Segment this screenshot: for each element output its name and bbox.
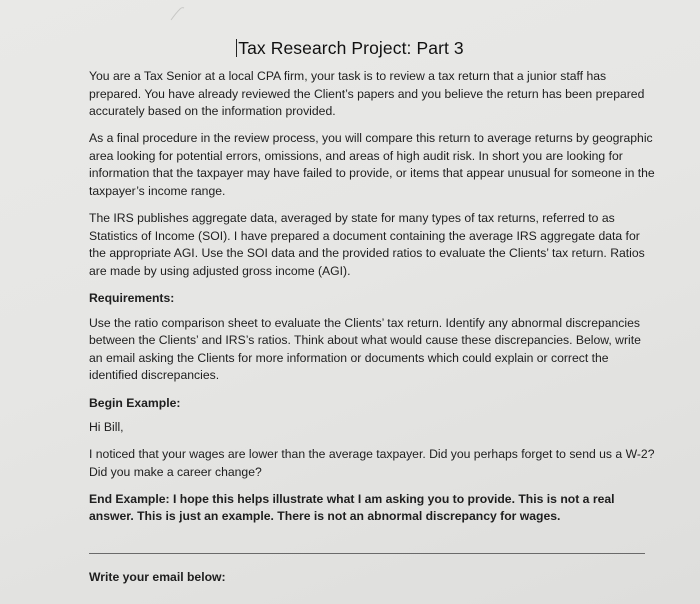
example-body: I noticed that your wages are lower than the average taxpayer. Did you perhaps forget to send us a W-2? Did you make a career change? — [89, 447, 655, 479]
answer-divider — [89, 553, 645, 554]
pencil-mark-icon — [168, 4, 188, 24]
title-text: Tax Research Project: Part 3 — [238, 38, 464, 58]
requirements-heading: Requirements: — [89, 291, 175, 306]
soi-paragraph: The IRS publishes aggregate data, averaged by state for many types of tax returns, referred to as Statistics of Income (SOI). I have prepared a document containing the average IRS aggregate data for the appropriate AGI. Use the SOI data and the provided ratios to evaluate the Clients’ tax return. Ratios are made by using adjusted gross income (AGI). — [89, 211, 645, 278]
document-body — [89, 68, 655, 536]
end-example-paragraph: End Example: I hope this helps illustrate what I am asking you to provide. This is not a real answer. This is just an example. There is not an abnormal discrepancy for wages. — [89, 491, 615, 524]
email-prompt-label: Write your email below: — [89, 570, 226, 584]
begin-example-heading: Begin Example: — [89, 395, 181, 410]
requirements-paragraph: Use the ratio comparison sheet to evaluate the Clients’ tax return. Identify any abnormal discrepancies between the Clients’ and IRS’s ratios. Think about what would cause these discrepancies. Below, write an email asking the Clients for more information or documents which could explain or correct the identified discrepancies. — [89, 315, 641, 383]
procedure-paragraph: As a final procedure in the review process, you will compare this return to average returns by geographic area looking for potential errors, omissions, and areas of high audit risk. In short you are looking for information that the taxpayer may have failed to provide, or items that appear unusual for someone in the taxpayer’s income range. — [89, 131, 655, 199]
example-greeting: Hi Bill, — [89, 420, 124, 435]
page-title — [0, 38, 700, 59]
intro-paragraph: You are a Tax Senior at a local CPA firm, your task is to review a tax return that a junior staff has prepared. You have already reviewed the Client’s papers and you believe the return has been prepared accurately based on the information provided. — [89, 69, 645, 119]
